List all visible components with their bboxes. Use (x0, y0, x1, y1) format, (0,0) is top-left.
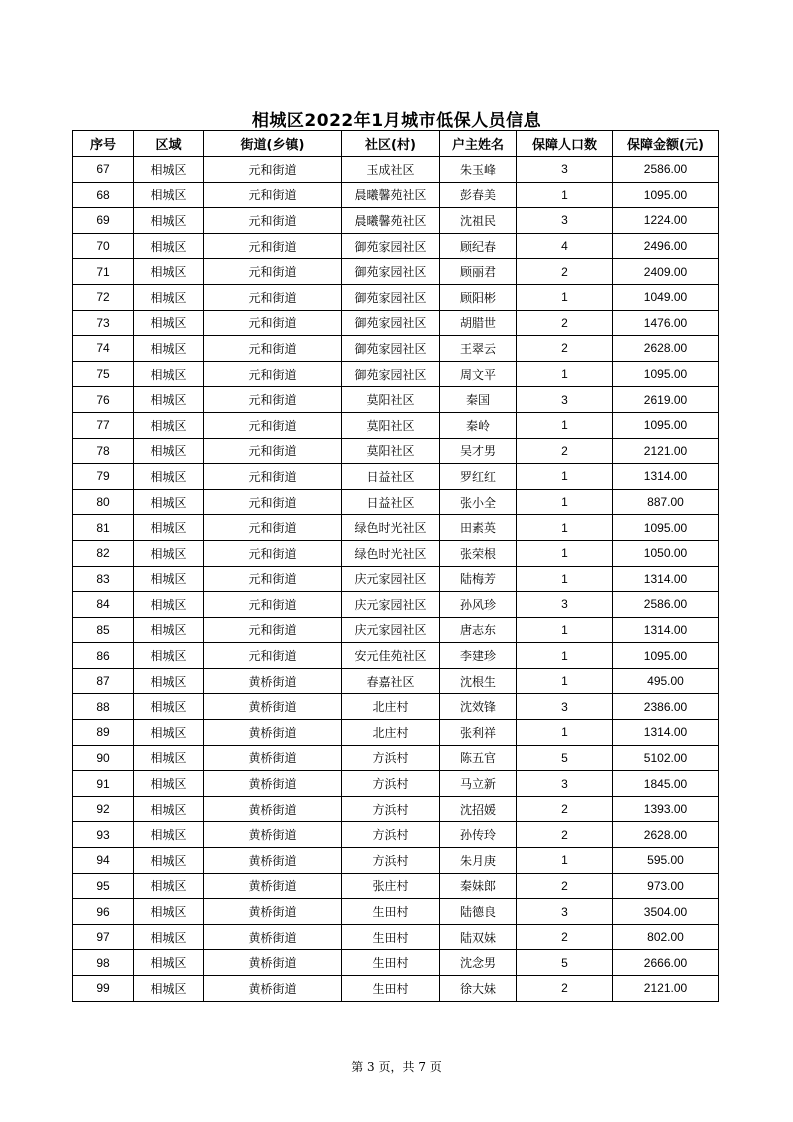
table-cell: 67 (73, 157, 134, 183)
table-cell: 罗红红 (440, 464, 517, 490)
table-cell: 2 (517, 822, 613, 848)
table-row (73, 233, 719, 259)
table-cell: 莫阳社区 (342, 438, 440, 464)
table-cell: 1 (517, 182, 613, 208)
table-cell: 元和街道 (204, 643, 342, 669)
table-cell: 802.00 (613, 924, 719, 950)
table-cell: 3 (517, 899, 613, 925)
table-cell: 张庄村 (342, 873, 440, 899)
table-cell: 相城区 (134, 592, 204, 618)
table-cell: 89 (73, 720, 134, 746)
table-cell: 元和街道 (204, 617, 342, 643)
table-cell: 玉成社区 (342, 157, 440, 183)
table-cell: 相城区 (134, 873, 204, 899)
table-cell: 1095.00 (613, 412, 719, 438)
table-row (73, 720, 719, 746)
table-cell: 庆元家园社区 (342, 617, 440, 643)
table-row (73, 284, 719, 310)
table-cell: 沈效锋 (440, 694, 517, 720)
table-cell: 北庄村 (342, 694, 440, 720)
table-cell: 御苑家园社区 (342, 310, 440, 336)
table-row (73, 208, 719, 234)
column-header: 序号 (73, 131, 134, 157)
table-row (73, 540, 719, 566)
table-row (73, 259, 719, 285)
table-cell: 相城区 (134, 899, 204, 925)
column-header: 户主姓名 (440, 131, 517, 157)
table-cell: 74 (73, 336, 134, 362)
table-cell: 2121.00 (613, 438, 719, 464)
table-cell: 安元佳苑社区 (342, 643, 440, 669)
table-row (73, 387, 719, 413)
table-cell: 黄桥街道 (204, 899, 342, 925)
table-cell: 84 (73, 592, 134, 618)
table-cell: 吴才男 (440, 438, 517, 464)
table-row (73, 592, 719, 618)
table-cell: 相城区 (134, 540, 204, 566)
table-cell: 黄桥街道 (204, 950, 342, 976)
table-row (73, 848, 719, 874)
table-cell: 绿色时光社区 (342, 515, 440, 541)
table-cell: 黄桥街道 (204, 796, 342, 822)
table-cell: 2386.00 (613, 694, 719, 720)
table-cell: 相城区 (134, 924, 204, 950)
table-cell: 1393.00 (613, 796, 719, 822)
table-row (73, 182, 719, 208)
table-row (73, 515, 719, 541)
table-cell: 朱玉峰 (440, 157, 517, 183)
table-cell: 1 (517, 566, 613, 592)
table-body (73, 157, 719, 1002)
table-cell: 生田村 (342, 950, 440, 976)
table-cell: 黄桥街道 (204, 822, 342, 848)
column-header: 街道(乡镇) (204, 131, 342, 157)
table-cell: 93 (73, 822, 134, 848)
table-cell: 张利祥 (440, 720, 517, 746)
table-cell: 相城区 (134, 668, 204, 694)
table-row (73, 899, 719, 925)
table-cell: 1314.00 (613, 464, 719, 490)
table-cell: 相城区 (134, 515, 204, 541)
table-row (73, 566, 719, 592)
table-cell: 日益社区 (342, 489, 440, 515)
table-cell: 2628.00 (613, 336, 719, 362)
table-row (73, 950, 719, 976)
page-title: 相城区2022年1月城市低保人员信息 (251, 111, 542, 131)
table-cell: 79 (73, 464, 134, 490)
table-cell: 1 (517, 284, 613, 310)
table-row (73, 310, 719, 336)
table-cell: 元和街道 (204, 438, 342, 464)
table-cell: 田素英 (440, 515, 517, 541)
table-cell: 御苑家园社区 (342, 233, 440, 259)
table-cell: 2 (517, 438, 613, 464)
table-cell: 4 (517, 233, 613, 259)
table-cell: 方浜村 (342, 745, 440, 771)
table-header (73, 131, 719, 157)
table-cell: 94 (73, 848, 134, 874)
table-cell: 元和街道 (204, 208, 342, 234)
table-cell: 莫阳社区 (342, 387, 440, 413)
table-cell: 秦妹郎 (440, 873, 517, 899)
table-cell: 相城区 (134, 284, 204, 310)
table-row (73, 489, 719, 515)
table-cell: 2409.00 (613, 259, 719, 285)
table-cell: 68 (73, 182, 134, 208)
column-header: 社区(村) (342, 131, 440, 157)
table-cell: 秦国 (440, 387, 517, 413)
table-cell: 御苑家园社区 (342, 284, 440, 310)
table-cell: 生田村 (342, 899, 440, 925)
table-cell: 周文平 (440, 361, 517, 387)
table-cell: 元和街道 (204, 412, 342, 438)
table-cell: 973.00 (613, 873, 719, 899)
table-cell: 沈招媛 (440, 796, 517, 822)
table-cell: 1095.00 (613, 515, 719, 541)
table-cell: 王翠云 (440, 336, 517, 362)
table-cell: 85 (73, 617, 134, 643)
table-cell: 莫阳社区 (342, 412, 440, 438)
table-cell: 相城区 (134, 412, 204, 438)
table-cell: 徐大妹 (440, 976, 517, 1002)
table-cell: 元和街道 (204, 540, 342, 566)
table-cell: 陈五官 (440, 745, 517, 771)
table-cell: 2628.00 (613, 822, 719, 848)
table-row (73, 412, 719, 438)
table-cell: 相城区 (134, 336, 204, 362)
table-cell: 相城区 (134, 438, 204, 464)
table-row (73, 336, 719, 362)
table-cell: 1049.00 (613, 284, 719, 310)
table-cell: 80 (73, 489, 134, 515)
data-table (72, 130, 719, 1002)
table-cell: 沈祖民 (440, 208, 517, 234)
table-cell: 晨曦馨苑社区 (342, 208, 440, 234)
table-cell: 御苑家园社区 (342, 336, 440, 362)
table-cell: 2 (517, 924, 613, 950)
table-cell: 朱月庚 (440, 848, 517, 874)
table-cell: 唐志东 (440, 617, 517, 643)
table-cell: 方浜村 (342, 796, 440, 822)
table-row (73, 643, 719, 669)
table-cell: 张小全 (440, 489, 517, 515)
table-cell: 77 (73, 412, 134, 438)
table-cell: 1095.00 (613, 643, 719, 669)
page-footer: 第 3 页，共 7 页 (351, 1060, 442, 1074)
table-cell: 相城区 (134, 976, 204, 1002)
header-row (73, 131, 719, 157)
table-cell: 90 (73, 745, 134, 771)
table-cell: 96 (73, 899, 134, 925)
table-cell: 1 (517, 668, 613, 694)
table-cell: 1476.00 (613, 310, 719, 336)
table-cell: 庆元家园社区 (342, 566, 440, 592)
table-cell: 3 (517, 592, 613, 618)
table-cell: 2586.00 (613, 157, 719, 183)
table-cell: 元和街道 (204, 336, 342, 362)
table-cell: 99 (73, 976, 134, 1002)
table-row (73, 694, 719, 720)
table-cell: 春嘉社区 (342, 668, 440, 694)
table-cell: 顾丽君 (440, 259, 517, 285)
table-row (73, 771, 719, 797)
table-cell: 5 (517, 950, 613, 976)
table-cell: 73 (73, 310, 134, 336)
table-cell: 91 (73, 771, 134, 797)
table-cell: 相城区 (134, 310, 204, 336)
table-row (73, 438, 719, 464)
table-cell: 元和街道 (204, 233, 342, 259)
table-cell: 黄桥街道 (204, 694, 342, 720)
table-cell: 张荣根 (440, 540, 517, 566)
table-cell: 2586.00 (613, 592, 719, 618)
table-cell: 相城区 (134, 745, 204, 771)
table-cell: 顾阳彬 (440, 284, 517, 310)
table-cell: 相城区 (134, 259, 204, 285)
table-row (73, 361, 719, 387)
table-cell: 李建珍 (440, 643, 517, 669)
table-cell: 78 (73, 438, 134, 464)
table-cell: 胡腊世 (440, 310, 517, 336)
table-cell: 3 (517, 208, 613, 234)
table-cell: 2 (517, 976, 613, 1002)
table-cell: 3 (517, 694, 613, 720)
table-cell: 5 (517, 745, 613, 771)
table-cell: 相城区 (134, 822, 204, 848)
table-cell: 98 (73, 950, 134, 976)
table-cell: 887.00 (613, 489, 719, 515)
table-cell: 1095.00 (613, 182, 719, 208)
table-cell: 绿色时光社区 (342, 540, 440, 566)
table-cell: 71 (73, 259, 134, 285)
table-cell: 2496.00 (613, 233, 719, 259)
table-cell: 黄桥街道 (204, 668, 342, 694)
table-cell: 元和街道 (204, 284, 342, 310)
table-cell: 元和街道 (204, 182, 342, 208)
table-cell: 相城区 (134, 617, 204, 643)
table-cell: 86 (73, 643, 134, 669)
table-cell: 黄桥街道 (204, 771, 342, 797)
table-cell: 相城区 (134, 387, 204, 413)
table-cell: 2121.00 (613, 976, 719, 1002)
table-cell: 595.00 (613, 848, 719, 874)
column-header: 保障人口数 (517, 131, 613, 157)
table-cell: 1 (517, 412, 613, 438)
table-cell: 北庄村 (342, 720, 440, 746)
table-cell: 1314.00 (613, 566, 719, 592)
table-cell: 陆双妹 (440, 924, 517, 950)
table-cell: 2619.00 (613, 387, 719, 413)
table-cell: 5102.00 (613, 745, 719, 771)
table-cell: 相城区 (134, 233, 204, 259)
table-row (73, 976, 719, 1002)
table-cell: 孙风珍 (440, 592, 517, 618)
table-cell: 72 (73, 284, 134, 310)
table-row (73, 464, 719, 490)
table-cell: 相城区 (134, 157, 204, 183)
table-cell: 御苑家园社区 (342, 361, 440, 387)
table-cell: 彭春美 (440, 182, 517, 208)
table-cell: 2 (517, 336, 613, 362)
table-cell: 3 (517, 771, 613, 797)
table-cell: 相城区 (134, 208, 204, 234)
table-cell: 76 (73, 387, 134, 413)
table-cell: 1 (517, 464, 613, 490)
table-cell: 秦岭 (440, 412, 517, 438)
table-cell: 相城区 (134, 182, 204, 208)
table-cell: 元和街道 (204, 515, 342, 541)
table-row (73, 796, 719, 822)
table-cell: 1 (517, 643, 613, 669)
table-cell: 69 (73, 208, 134, 234)
table-cell: 1224.00 (613, 208, 719, 234)
table-cell: 相城区 (134, 643, 204, 669)
table-cell: 相城区 (134, 361, 204, 387)
table-cell: 顾纪春 (440, 233, 517, 259)
table-cell: 2 (517, 873, 613, 899)
table-cell: 孙传玲 (440, 822, 517, 848)
table-cell: 元和街道 (204, 361, 342, 387)
table-cell: 1 (517, 540, 613, 566)
table-cell: 陆梅芳 (440, 566, 517, 592)
table-cell: 1050.00 (613, 540, 719, 566)
table-cell: 88 (73, 694, 134, 720)
table-cell: 相城区 (134, 566, 204, 592)
table-cell: 御苑家园社区 (342, 259, 440, 285)
table-cell: 沈根生 (440, 668, 517, 694)
table-cell: 方浜村 (342, 822, 440, 848)
table-cell: 元和街道 (204, 464, 342, 490)
table-cell: 3 (517, 387, 613, 413)
table-cell: 方浜村 (342, 848, 440, 874)
table-cell: 1845.00 (613, 771, 719, 797)
table-cell: 黄桥街道 (204, 720, 342, 746)
table-cell: 黄桥街道 (204, 848, 342, 874)
table-cell: 1 (517, 489, 613, 515)
table-cell: 元和街道 (204, 566, 342, 592)
table-cell: 元和街道 (204, 387, 342, 413)
table-cell: 1314.00 (613, 617, 719, 643)
table-row (73, 668, 719, 694)
table-cell: 82 (73, 540, 134, 566)
table-cell: 相城区 (134, 720, 204, 746)
table-cell: 1314.00 (613, 720, 719, 746)
table-cell: 黄桥街道 (204, 976, 342, 1002)
table-cell: 晨曦馨苑社区 (342, 182, 440, 208)
table-cell: 黄桥街道 (204, 924, 342, 950)
table-cell: 方浜村 (342, 771, 440, 797)
table-cell: 2 (517, 310, 613, 336)
column-header: 保障金额(元) (613, 131, 719, 157)
table-row (73, 157, 719, 183)
table-row (73, 873, 719, 899)
table-cell: 马立新 (440, 771, 517, 797)
table-cell: 97 (73, 924, 134, 950)
table-cell: 生田村 (342, 976, 440, 1002)
table-cell: 元和街道 (204, 157, 342, 183)
table-cell: 83 (73, 566, 134, 592)
table-cell: 95 (73, 873, 134, 899)
table-row (73, 745, 719, 771)
table-row (73, 822, 719, 848)
table-cell: 2 (517, 259, 613, 285)
table-cell: 1095.00 (613, 361, 719, 387)
table-cell: 2666.00 (613, 950, 719, 976)
table-cell: 92 (73, 796, 134, 822)
table-cell: 庆元家园社区 (342, 592, 440, 618)
table-cell: 元和街道 (204, 592, 342, 618)
table-cell: 1 (517, 361, 613, 387)
column-header: 区域 (134, 131, 204, 157)
table-cell: 元和街道 (204, 489, 342, 515)
table-cell: 元和街道 (204, 259, 342, 285)
table-cell: 1 (517, 720, 613, 746)
table-cell: 1 (517, 848, 613, 874)
table-cell: 黄桥街道 (204, 873, 342, 899)
table-cell: 沈念男 (440, 950, 517, 976)
table-cell: 70 (73, 233, 134, 259)
table-cell: 495.00 (613, 668, 719, 694)
table-cell: 3504.00 (613, 899, 719, 925)
table-row (73, 924, 719, 950)
table-cell: 相城区 (134, 796, 204, 822)
table-cell: 生田村 (342, 924, 440, 950)
table-cell: 日益社区 (342, 464, 440, 490)
table-cell: 黄桥街道 (204, 745, 342, 771)
table-cell: 相城区 (134, 489, 204, 515)
table-cell: 1 (517, 617, 613, 643)
table-row (73, 617, 719, 643)
table-cell: 75 (73, 361, 134, 387)
table-cell: 相城区 (134, 848, 204, 874)
table-cell: 2 (517, 796, 613, 822)
table-cell: 相城区 (134, 771, 204, 797)
table-cell: 87 (73, 668, 134, 694)
table-cell: 3 (517, 157, 613, 183)
table-cell: 相城区 (134, 694, 204, 720)
table-cell: 相城区 (134, 464, 204, 490)
table-cell: 1 (517, 515, 613, 541)
table-cell: 元和街道 (204, 310, 342, 336)
table-cell: 81 (73, 515, 134, 541)
table-cell: 相城区 (134, 950, 204, 976)
table-cell: 陆德良 (440, 899, 517, 925)
